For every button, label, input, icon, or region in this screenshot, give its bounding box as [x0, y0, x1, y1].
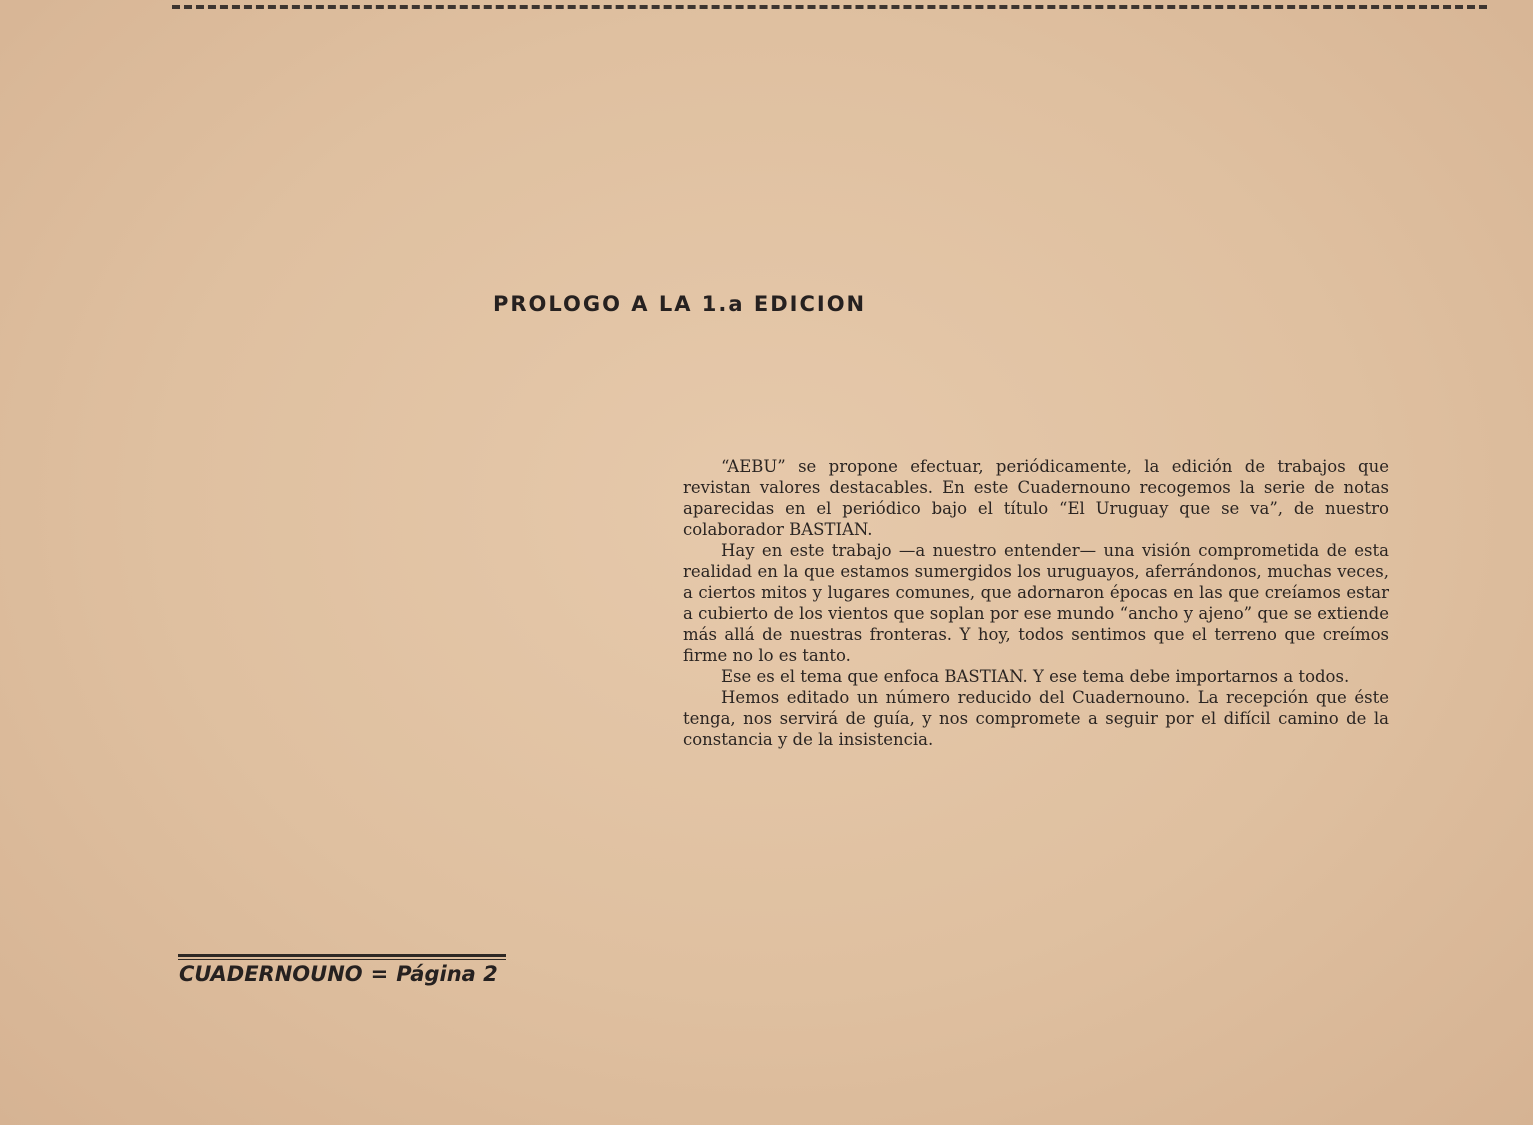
page-footer: [179, 962, 498, 986]
prologue-body: [683, 456, 1389, 750]
footer-page-number: Página 2: [396, 962, 498, 986]
paragraph-2: Hay en este trabajo —a nuestro entender— una visión comprometida de esta realidad en la que estamos sumergidos los uruguayos, aferrándonos, muchas veces, a ciertos mitos y lugares comunes, que adornaron épocas en las que creíamos estar a cubierto de los vientos que soplan por ese mundo “ancho y ajeno” que se extiende más allá de nuestras fronteras. Y hoy, todos sentimos que el terreno que creímos firme no lo es tanto.: [683, 541, 1389, 665]
paragraph-1: “AEBU” se propone efectuar, periódicamente, la edición de trabajos que revistan valores destacables. En este Cuadernouno recogemos la serie de notas aparecidas en el periódico bajo el título “El Uruguay que se va”, de nuestro colaborador BASTIAN.: [683, 457, 1389, 539]
footer-separator: =: [370, 962, 389, 986]
footer-publication: CUADERNOUNO: [179, 962, 363, 986]
page-title: PROLOGO A LA 1.a EDICION: [493, 292, 867, 316]
paragraph-3: Ese es el tema que enfoca BASTIAN. Y ese tema debe importarnos a todos.: [721, 667, 1350, 686]
paragraph-4: Hemos editado un número reducido del Cuadernouno. La recepción que éste tenga, nos servirá de guía, y nos compromete a seguir por el difícil camino de la constancia y de la insistencia.: [683, 688, 1389, 749]
footer-rule: [178, 954, 506, 960]
top-dashed-rule: [172, 5, 1487, 9]
